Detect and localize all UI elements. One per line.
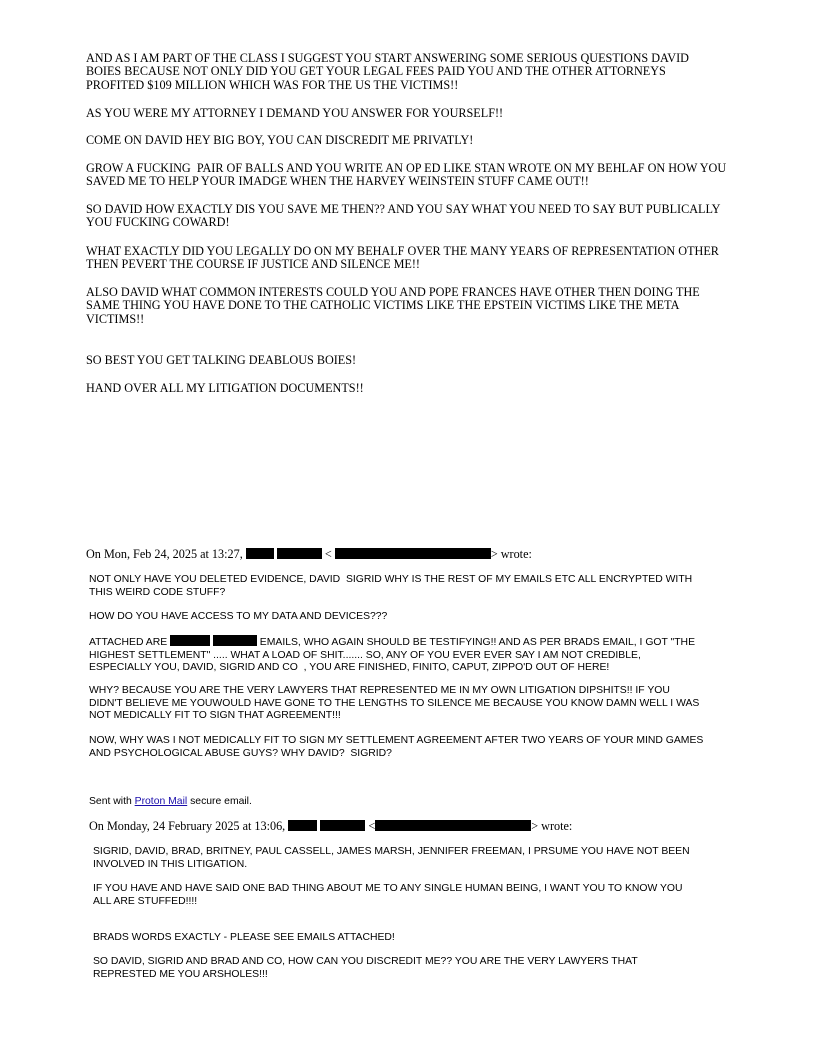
redacted-name [288, 820, 317, 831]
redacted-email [375, 820, 531, 831]
reply-paragraph: IF YOU HAVE AND HAVE SAID ONE BAD THING ABOUT ME TO ANY SINGLE HUMAN BEING, I WANT YOU TO KNOW YOU ALL ARE STUFFED!!!! [93, 883, 683, 907]
reply-paragraph: SO DAVID, SIGRID AND BRAD AND CO, HOW CAN YOU DISCREDIT ME?? YOU ARE THE VERY LAWYERS THAT REPRESTED ME YOU ARSHOLES!!! [93, 956, 638, 980]
redacted-email [335, 548, 491, 559]
reply-paragraph: ATTACHED ARE EMAILS, WHO AGAIN SHOULD BE TESTIFYING!! AND AS PER BRADS EMAIL, I GOT "THE HIGHEST SETTLEMENT" ..... WHAT A LOAD OF SHIT....... SO, ANY OF YOU EVER EVER SAY I AM NOT CREDIBLE, ESPECIALLY YOU, DAVID, SIGRID AND CO , YOU ARE FINISHED, FINITO, CAPUT, ZIPPO'D OUT OF HERE! [89, 637, 695, 674]
reply-header: On Monday, 24 February 2025 at 13:06, < > wrote: [89, 819, 573, 833]
redacted-name [277, 548, 322, 559]
body-paragraph: AS YOU WERE MY ATTORNEY I DEMAND YOU ANSWER FOR YOURSELF!! [86, 106, 504, 120]
reply-paragraph: BRADS WORDS EXACTLY - PLEASE SEE EMAILS ATTACHED! [93, 932, 395, 943]
reply-paragraph: HOW DO YOU HAVE ACCESS TO MY DATA AND DEVICES??? [89, 611, 388, 622]
signature-line: Sent with Proton Mail secure email. [89, 796, 252, 807]
redacted-name [320, 820, 365, 831]
body-paragraph: GROW A FUCKING PAIR OF BALLS AND YOU WRITE AN OP ED LIKE STAN WROTE ON MY BEHLAF ON HOW YOU SAVED ME TO HELP YOUR IMADGE WHEN THE HARVEY WEINSTEIN STUFF CAME OUT!! [86, 161, 727, 189]
redacted-name [170, 635, 210, 646]
proton-mail-link[interactable]: Proton Mail [134, 796, 188, 807]
body-paragraph: ALSO DAVID WHAT COMMON INTERESTS COULD YOU AND POPE FRANCES HAVE OTHER THEN DOING THE SAME THING YOU HAVE DONE TO THE CATHOLIC VICTIMS LIKE THE EPSTEIN VICTIMS LIKE THE META VICTIMS!! [86, 285, 700, 326]
body-paragraph: SO BEST YOU GET TALKING DEABLOUS BOIES! [86, 353, 357, 367]
reply-paragraph: NOW, WHY WAS I NOT MEDICALLY FIT TO SIGN MY SETTLEMENT AGREEMENT AFTER TWO YEARS OF YOUR MIND GAMES AND PSYCHOLOGICAL ABUSE GUYS? WHY DAVID? SIGRID? [89, 735, 704, 759]
body-paragraph: HAND OVER ALL MY LITIGATION DOCUMENTS!! [86, 381, 364, 395]
reply-header: On Mon, Feb 24, 2025 at 13:27, < > wrote: [86, 547, 532, 561]
body-paragraph: COME ON DAVID HEY BIG BOY, YOU CAN DISCREDIT ME PRIVATLY! [86, 133, 474, 147]
reply-paragraph: WHY? BECAUSE YOU ARE THE VERY LAWYERS THAT REPRESENTED ME IN MY OWN LITIGATION DIPSHITS!! IF YOU DIDN'T BELIEVE ME YOUWOULD HAVE GONE TO THE LENGTHS TO SILENCE ME BECAUSE YOU KNOW DAMN WELL I WAS NOT MEDICALLY FIT TO SIGN THAT AGREEMENT!!! [89, 685, 700, 722]
reply-paragraph: SIGRID, DAVID, BRAD, BRITNEY, PAUL CASSELL, JAMES MARSH, JENNIFER FREEMAN, I PRSUME YOU HAVE NOT BEEN INVOLVED IN THIS LITIGATION. [93, 846, 690, 870]
body-paragraph: SO DAVID HOW EXACTLY DIS YOU SAVE ME THEN?? AND YOU SAY WHAT YOU NEED TO SAY BUT PUBLICALLY YOU FUCKING COWARD! [86, 202, 721, 230]
body-paragraph: AND AS I AM PART OF THE CLASS I SUGGEST YOU START ANSWERING SOME SERIOUS QUESTIONS DAVID BOIES BECAUSE NOT ONLY DID YOU GET YOUR LEGAL FEES PAID YOU AND THE OTHER ATTORNEYS PROFITED $109 MILLION WHICH WAS FOR THE US THE VICTIMS!! [86, 51, 689, 92]
redacted-name [213, 635, 257, 646]
body-paragraph: WHAT EXACTLY DID YOU LEGALLY DO ON MY BEHALF OVER THE MANY YEARS OF REPRESENTATION OTHER THEN PEVERT THE COURSE IF JUSTICE AND SILENCE ME!! [86, 244, 719, 272]
redacted-name [246, 548, 274, 559]
reply-paragraph: NOT ONLY HAVE YOU DELETED EVIDENCE, DAVID SIGRID WHY IS THE REST OF MY EMAILS ETC ALL ENCRYPTED WITH THIS WEIRD CODE STUFF? [89, 574, 693, 598]
